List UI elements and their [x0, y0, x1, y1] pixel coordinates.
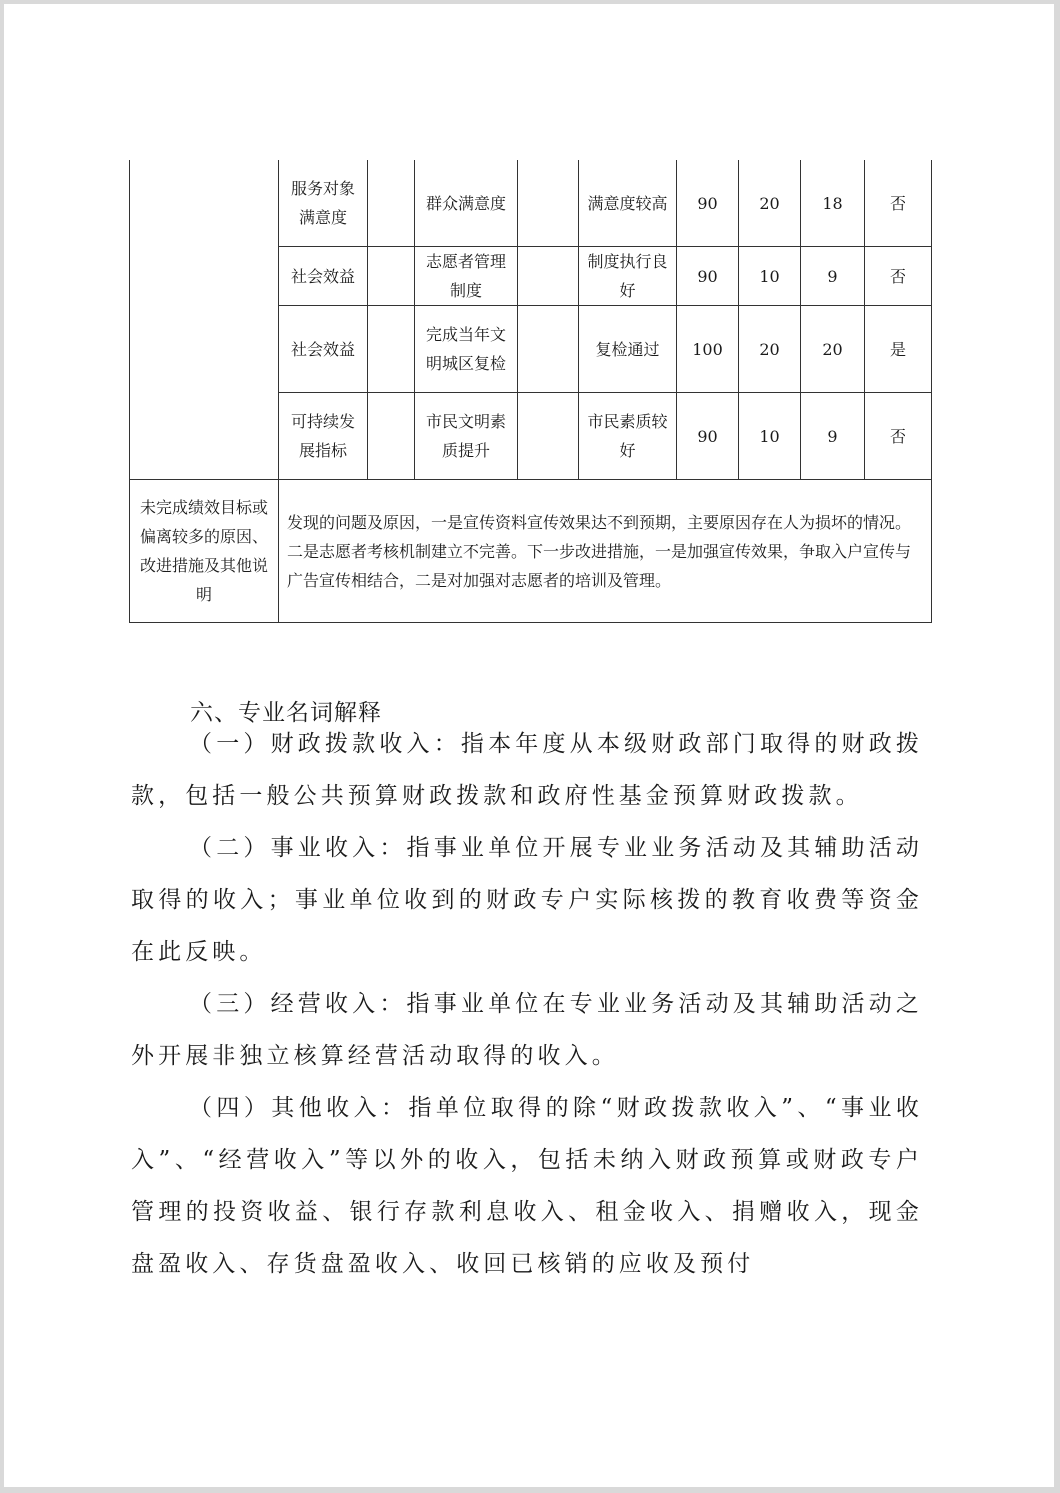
target-value: 90 — [677, 247, 739, 306]
target-value: 90 — [677, 393, 739, 480]
empty-cell — [368, 160, 415, 247]
weight-value: 20 — [739, 306, 801, 393]
indicator-name: 市民文明素质提升 — [415, 393, 518, 480]
paragraph: （一）财政拨款收入：指本年度从本级财政部门取得的财政拨款，包括一般公共预算财政拨款和政府性基金预算财政拨款。 — [131, 731, 923, 809]
score-value: 20 — [801, 306, 865, 393]
indicator-result: 市民素质较好 — [579, 393, 677, 480]
indicator-result: 满意度较高 — [579, 160, 677, 247]
empty-cell — [518, 393, 579, 480]
indicator-name: 群众满意度 — [415, 160, 518, 247]
indicator-category: 社会效益 — [279, 247, 368, 306]
weight-value: 20 — [739, 160, 801, 247]
paragraph: （二）事业收入：指事业单位开展专业业务活动及其辅助活动取得的收入；事业单位收到的财政专户实际核拨的教育收费等资金在此反映。 — [131, 835, 923, 965]
score-value: 18 — [801, 160, 865, 247]
score-value: 9 — [801, 393, 865, 480]
indicator-result: 制度执行良好 — [579, 247, 677, 306]
indicator-name: 完成当年文明城区复检 — [415, 306, 518, 393]
empty-cell — [518, 247, 579, 306]
indicator-category: 可持续发展指标 — [279, 393, 368, 480]
table-row — [130, 480, 932, 623]
empty-cell — [518, 306, 579, 393]
target-value: 100 — [677, 306, 739, 393]
score-value: 9 — [801, 247, 865, 306]
indicator-name: 志愿者管理制度 — [415, 247, 518, 306]
table-row — [130, 160, 932, 247]
empty-cell — [368, 247, 415, 306]
paragraph: （四）其他收入：指单位取得的除“财政拨款收入”、“事业收入”、“经营收入”等以外的收入，包括未纳入财政预算或财政专户管理的投资收益、银行存款利息收入、租金收入、捐赠收入，现金盘盈收入、存货盘盈收入、收回已核销的应收及预付 — [131, 1095, 923, 1277]
deviation-flag: 否 — [865, 160, 932, 247]
weight-value: 10 — [739, 247, 801, 306]
note-text-cell: 发现的问题及原因，一是宣传资料宣传效果达不到预期，主要原因存在人为损坏的情况。二是志愿者考核机制建立不完善。下一步改进措施，一是加强宣传效果，争取入户宣传与广告宣传相结合，二是对加强对志愿者的培训及管理。 — [279, 480, 932, 623]
weight-value: 10 — [739, 393, 801, 480]
empty-cell — [368, 306, 415, 393]
indicator-category: 社会效益 — [279, 306, 368, 393]
deviation-flag: 否 — [865, 247, 932, 306]
merged-left-cell — [130, 160, 279, 480]
deviation-flag: 否 — [865, 393, 932, 480]
deviation-flag: 是 — [865, 306, 932, 393]
section-heading: 六、专业名词解释 — [190, 700, 382, 726]
indicator-category: 服务对象满意度 — [279, 160, 368, 247]
performance-table — [129, 160, 932, 623]
paragraph: （三）经营收入：指事业单位在专业业务活动及其辅助活动之外开展非独立核算经营活动取得的收入。 — [131, 991, 923, 1069]
note-label-cell: 未完成绩效目标或偏离较多的原因、改进措施及其他说明 — [130, 480, 279, 623]
indicator-result: 复检通过 — [579, 306, 677, 393]
empty-cell — [518, 160, 579, 247]
empty-cell — [368, 393, 415, 480]
target-value: 90 — [677, 160, 739, 247]
